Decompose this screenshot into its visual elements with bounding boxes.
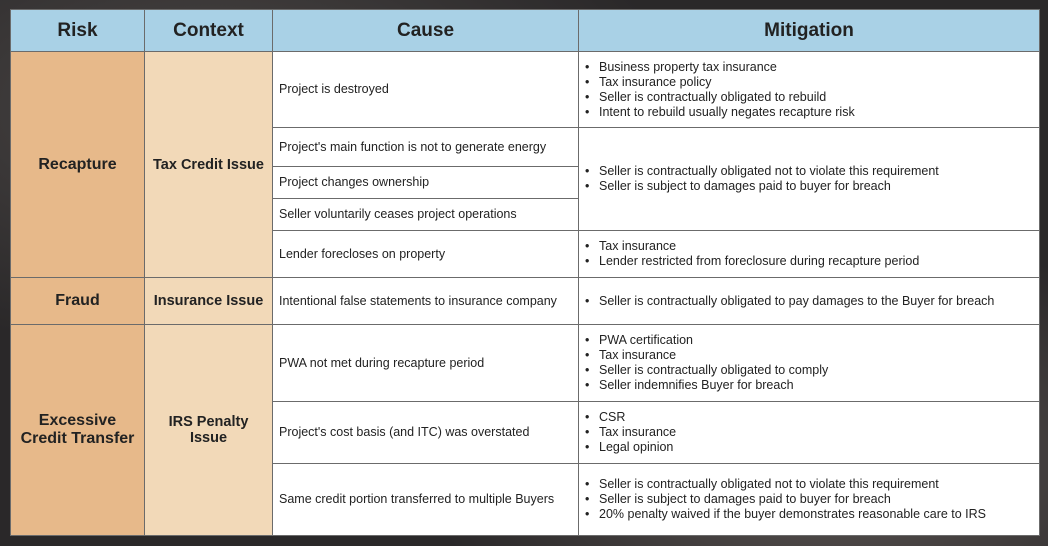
mitigation-list — [585, 294, 1033, 309]
mitigation-cell — [579, 325, 1040, 402]
mitigation-list — [585, 333, 1033, 393]
mitigation-cell — [579, 128, 1040, 231]
table-row — [11, 52, 1040, 128]
header-row — [11, 10, 1040, 52]
context-irs-penalty: IRS Penalty Issue — [145, 325, 273, 536]
mitigation-item: • Intent to rebuild usually negates recapture risk — [597, 105, 1033, 120]
mitigation-item: • Seller is contractually obligated to rebuild — [597, 90, 1033, 105]
mitigation-cell — [579, 231, 1040, 278]
mitigation-item: • Legal opinion — [597, 440, 1033, 455]
context-insurance: Insurance Issue — [145, 278, 273, 325]
cause-cell: Project's main function is not to generate energy — [273, 128, 579, 167]
context-tax-credit: Tax Credit Issue — [145, 52, 273, 278]
mitigation-cell — [579, 52, 1040, 128]
header-context: Context — [145, 10, 273, 52]
risk-mitigation-table — [10, 9, 1040, 536]
mitigation-cell — [579, 278, 1040, 325]
cause-cell: Project's cost basis (and ITC) was overstated — [273, 402, 579, 464]
mitigation-item: • Seller is contractually obligated not to violate this requirement — [597, 477, 1033, 492]
mitigation-list — [585, 164, 1033, 194]
table-row — [11, 278, 1040, 325]
mitigation-list — [585, 239, 1033, 269]
mitigation-item: • Seller is contractually obligated to comply — [597, 363, 1033, 378]
mitigation-item: • Lender restricted from foreclosure during recapture period — [597, 254, 1033, 269]
mitigation-item: • Tax insurance — [597, 239, 1033, 254]
cause-cell: Project changes ownership — [273, 167, 579, 199]
risk-recapture: Recapture — [11, 52, 145, 278]
cause-cell: Same credit portion transferred to multiple Buyers — [273, 464, 579, 536]
mitigation-item: • Business property tax insurance — [597, 60, 1033, 75]
cause-cell: Intentional false statements to insurance company — [273, 278, 579, 325]
cause-cell: Project is destroyed — [273, 52, 579, 128]
mitigation-item: • CSR — [597, 410, 1033, 425]
risk-excessive-credit-transfer: Excessive Credit Transfer — [11, 325, 145, 536]
risk-fraud: Fraud — [11, 278, 145, 325]
mitigation-item: • Tax insurance policy — [597, 75, 1033, 90]
mitigation-cell — [579, 402, 1040, 464]
mitigation-item: • 20% penalty waived if the buyer demonstrates reasonable care to IRS — [597, 507, 1033, 522]
mitigation-list — [585, 60, 1033, 120]
mitigation-item: • Tax insurance — [597, 348, 1033, 363]
mitigation-cell — [579, 464, 1040, 536]
header-cause: Cause — [273, 10, 579, 52]
mitigation-item: • Seller is contractually obligated to pay damages to the Buyer for breach — [597, 294, 1033, 309]
cause-cell: Lender forecloses on property — [273, 231, 579, 278]
mitigation-list — [585, 410, 1033, 455]
mitigation-list — [585, 477, 1033, 522]
mitigation-item: • Seller indemnifies Buyer for breach — [597, 378, 1033, 393]
cause-cell: Seller voluntarily ceases project operations — [273, 199, 579, 231]
table-row — [11, 325, 1040, 402]
mitigation-item: • PWA certification — [597, 333, 1033, 348]
cause-cell: PWA not met during recapture period — [273, 325, 579, 402]
mitigation-item: • Tax insurance — [597, 425, 1033, 440]
mitigation-item: • Seller is subject to damages paid to buyer for breach — [597, 492, 1033, 507]
header-risk: Risk — [11, 10, 145, 52]
header-mitigation: Mitigation — [579, 10, 1040, 52]
mitigation-item: • Seller is contractually obligated not to violate this requirement — [597, 164, 1033, 179]
mitigation-item: • Seller is subject to damages paid to buyer for breach — [597, 179, 1033, 194]
